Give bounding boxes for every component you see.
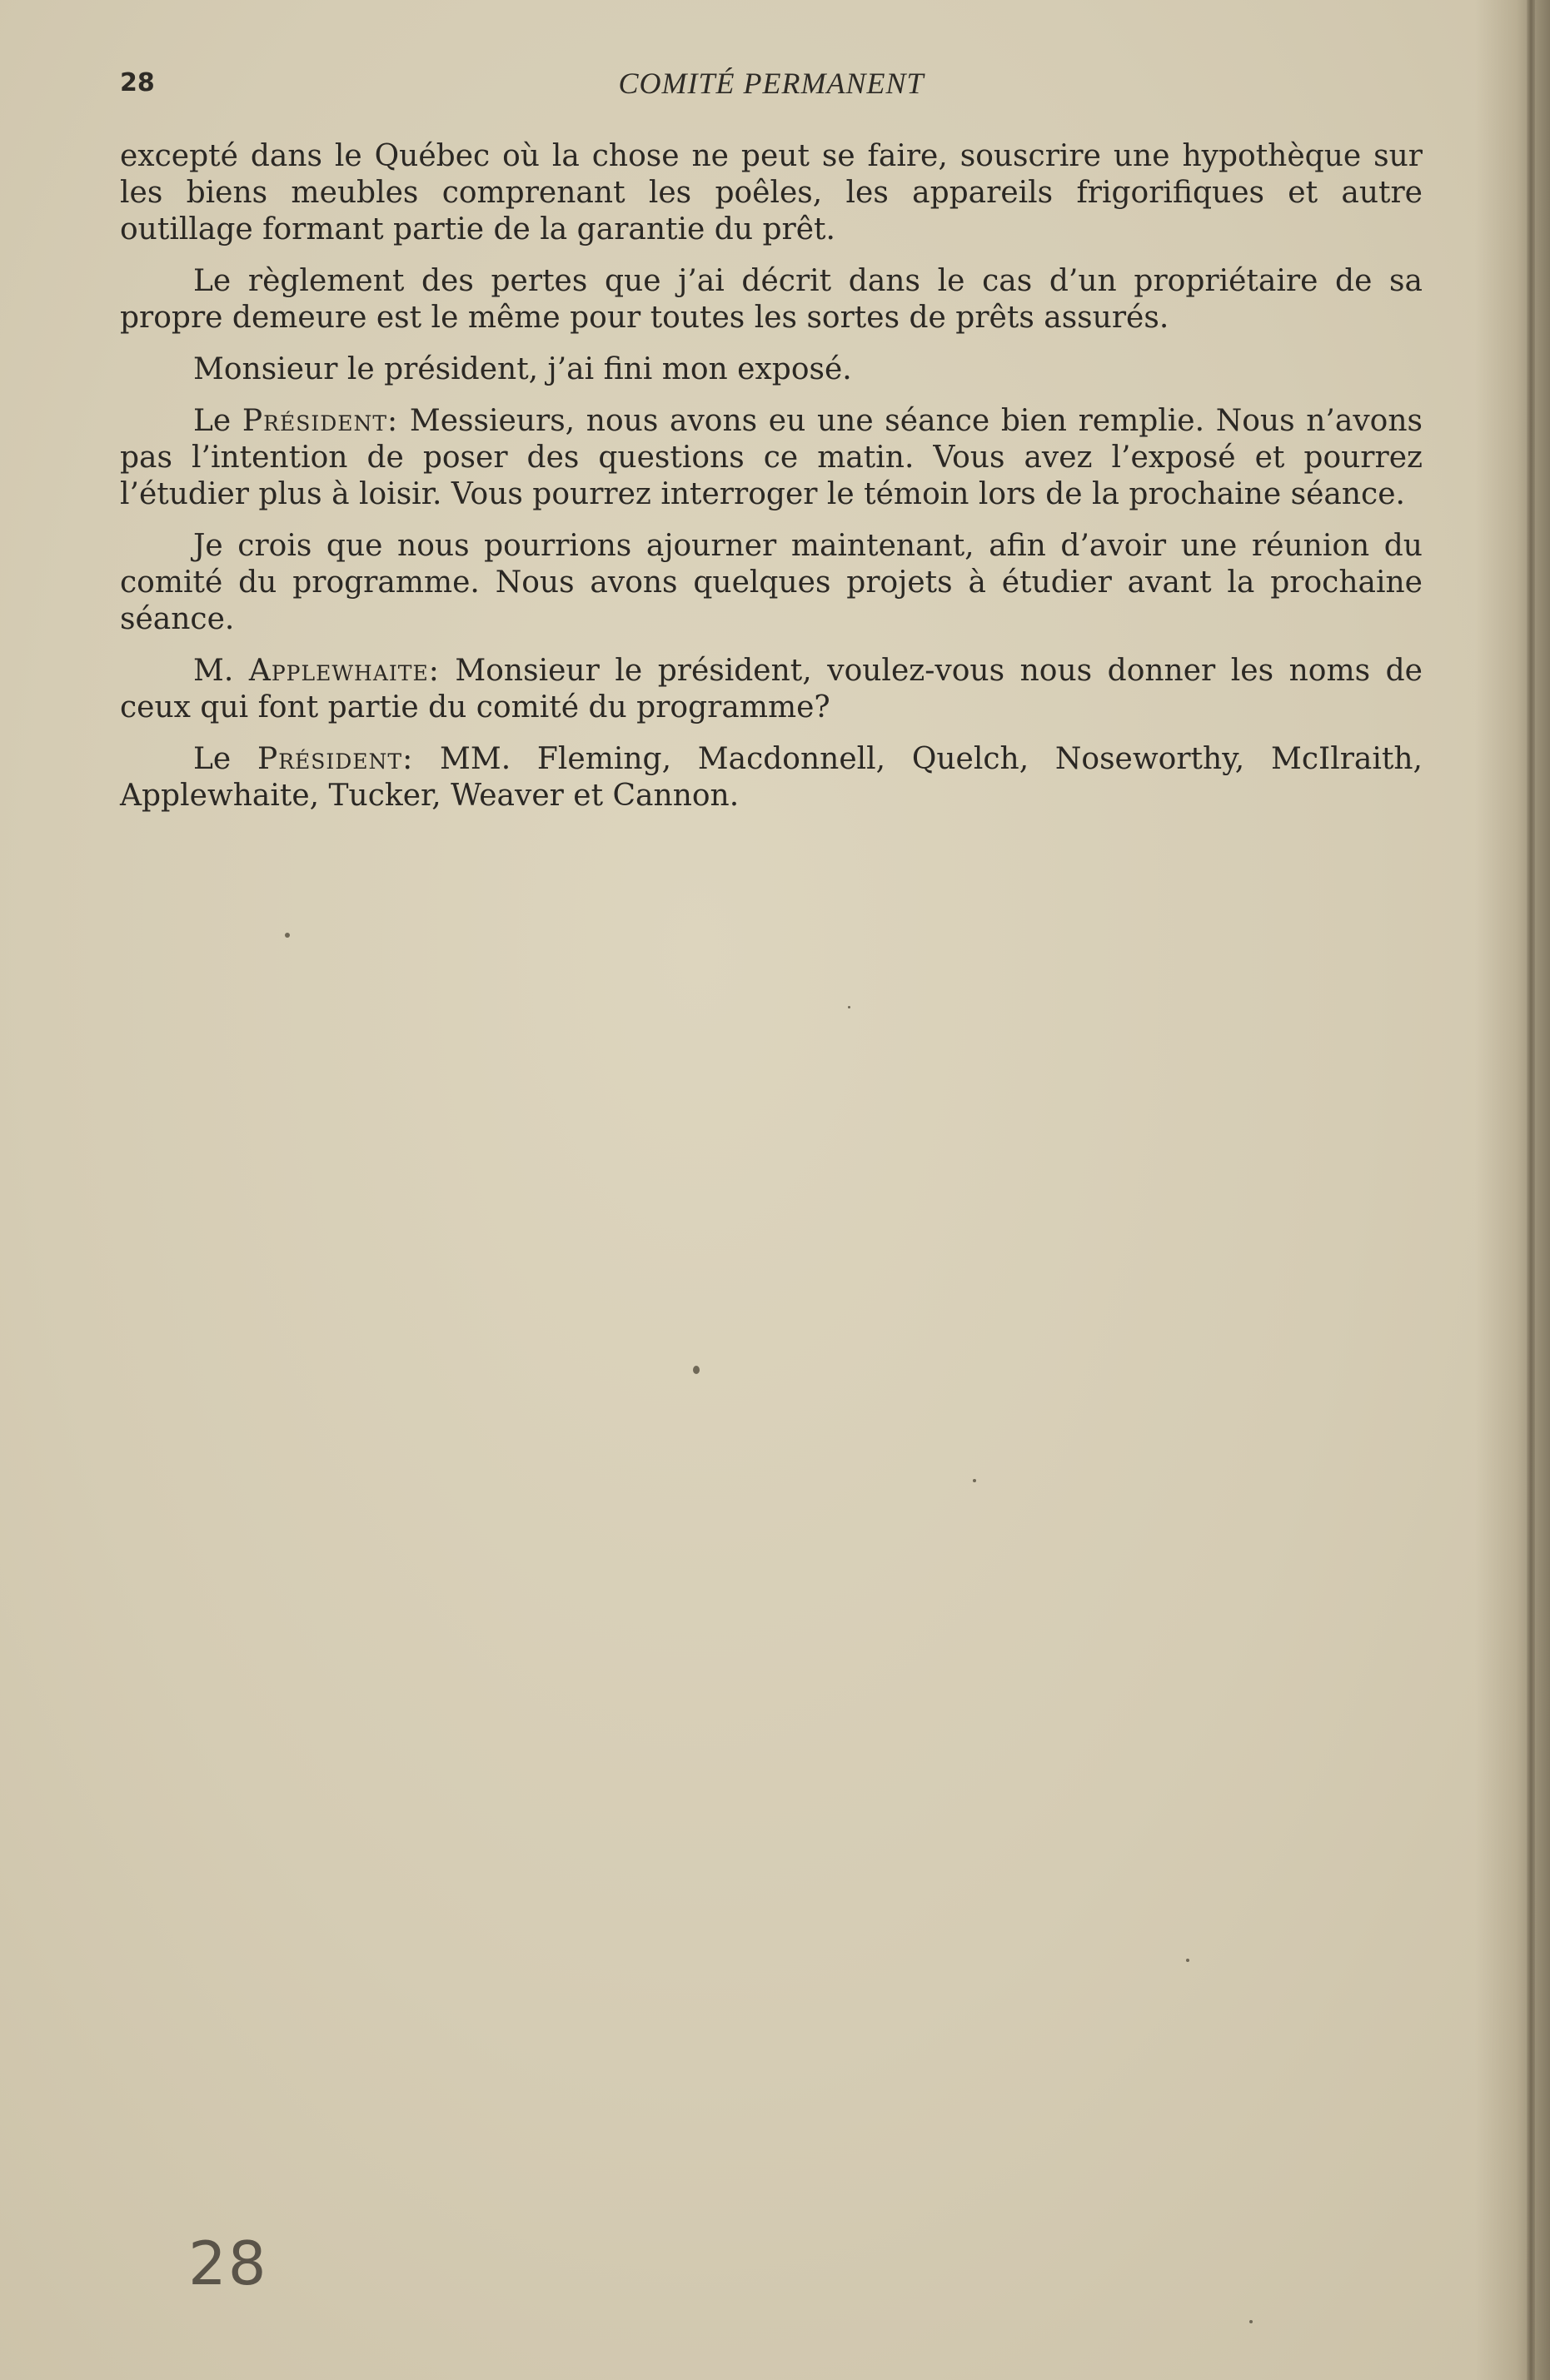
paragraph xyxy=(120,263,1423,336)
paragraph-text: Monsieur le président, voulez-vous nous donner les noms de ceux qui font partie du comité du programme? xyxy=(120,654,1423,724)
paragraph xyxy=(120,528,1423,638)
paragraph xyxy=(120,403,1423,513)
paper-speck xyxy=(973,1479,976,1482)
paragraph-text: Messieurs, nous avons eu une séance bien remplie. Nous n’avons pas l’intention de poser des questions ce matin. Vous avez l’exposé et pourrez l’étudier plus à loisir. Vous pourrez interroger le témoin lors de la prochaine séance. xyxy=(120,404,1423,511)
footer-page-number: 28 xyxy=(188,2228,268,2298)
paragraph-text: Le règlement des pertes que j’ai décrit dans le cas d’un propriétaire de sa propre demeure est le même pour toutes les sortes de prêts assurés. xyxy=(120,264,1423,335)
paragraph-lead: Le xyxy=(193,742,232,776)
spine-edge xyxy=(1527,0,1535,2380)
paragraph-text: Monsieur le président, j’ai fini mon exposé. xyxy=(193,352,852,386)
page-number: 28 xyxy=(120,68,155,97)
paper-speck xyxy=(1249,2320,1253,2323)
body-text xyxy=(120,138,1423,829)
paragraph-text: Je crois que nous pourrions ajourner maintenant, afin d’avoir une réunion du comité du programme. Nous avons quelques projets à étudier avant la prochaine séance. xyxy=(120,529,1423,636)
running-head-title: COMITÉ PERMANENT xyxy=(618,67,925,100)
spine-shadow xyxy=(1475,0,1550,2380)
speaker-name: Président: xyxy=(257,742,414,776)
paragraph-text: MM. Fleming, Macdonnell, Quelch, Noseworthy, McIlraith, Applewhaite, Tucker, Weaver et Cannon. xyxy=(120,742,1423,813)
paper-speck xyxy=(848,1006,850,1008)
paragraph-text: excepté dans le Québec où la chose ne peut se faire, souscrire une hypothèque sur les biens meubles comprenant les poêles, les appareils frigorifiques et autre outillage formant partie de la garantie du prêt. xyxy=(120,139,1423,246)
paragraph-lead: Le xyxy=(193,404,232,438)
paragraph xyxy=(120,741,1423,814)
speaker-name: Président: xyxy=(242,404,399,438)
paragraph xyxy=(120,351,1423,388)
paragraph xyxy=(120,653,1423,726)
speaker-name: Applewhaite: xyxy=(248,654,440,688)
paper-speck xyxy=(693,1366,700,1374)
paragraph xyxy=(120,138,1423,248)
paper-speck xyxy=(1186,1959,1189,1962)
paper-speck xyxy=(285,933,290,938)
paragraph-lead: M. xyxy=(193,654,234,688)
running-head xyxy=(120,65,1423,107)
